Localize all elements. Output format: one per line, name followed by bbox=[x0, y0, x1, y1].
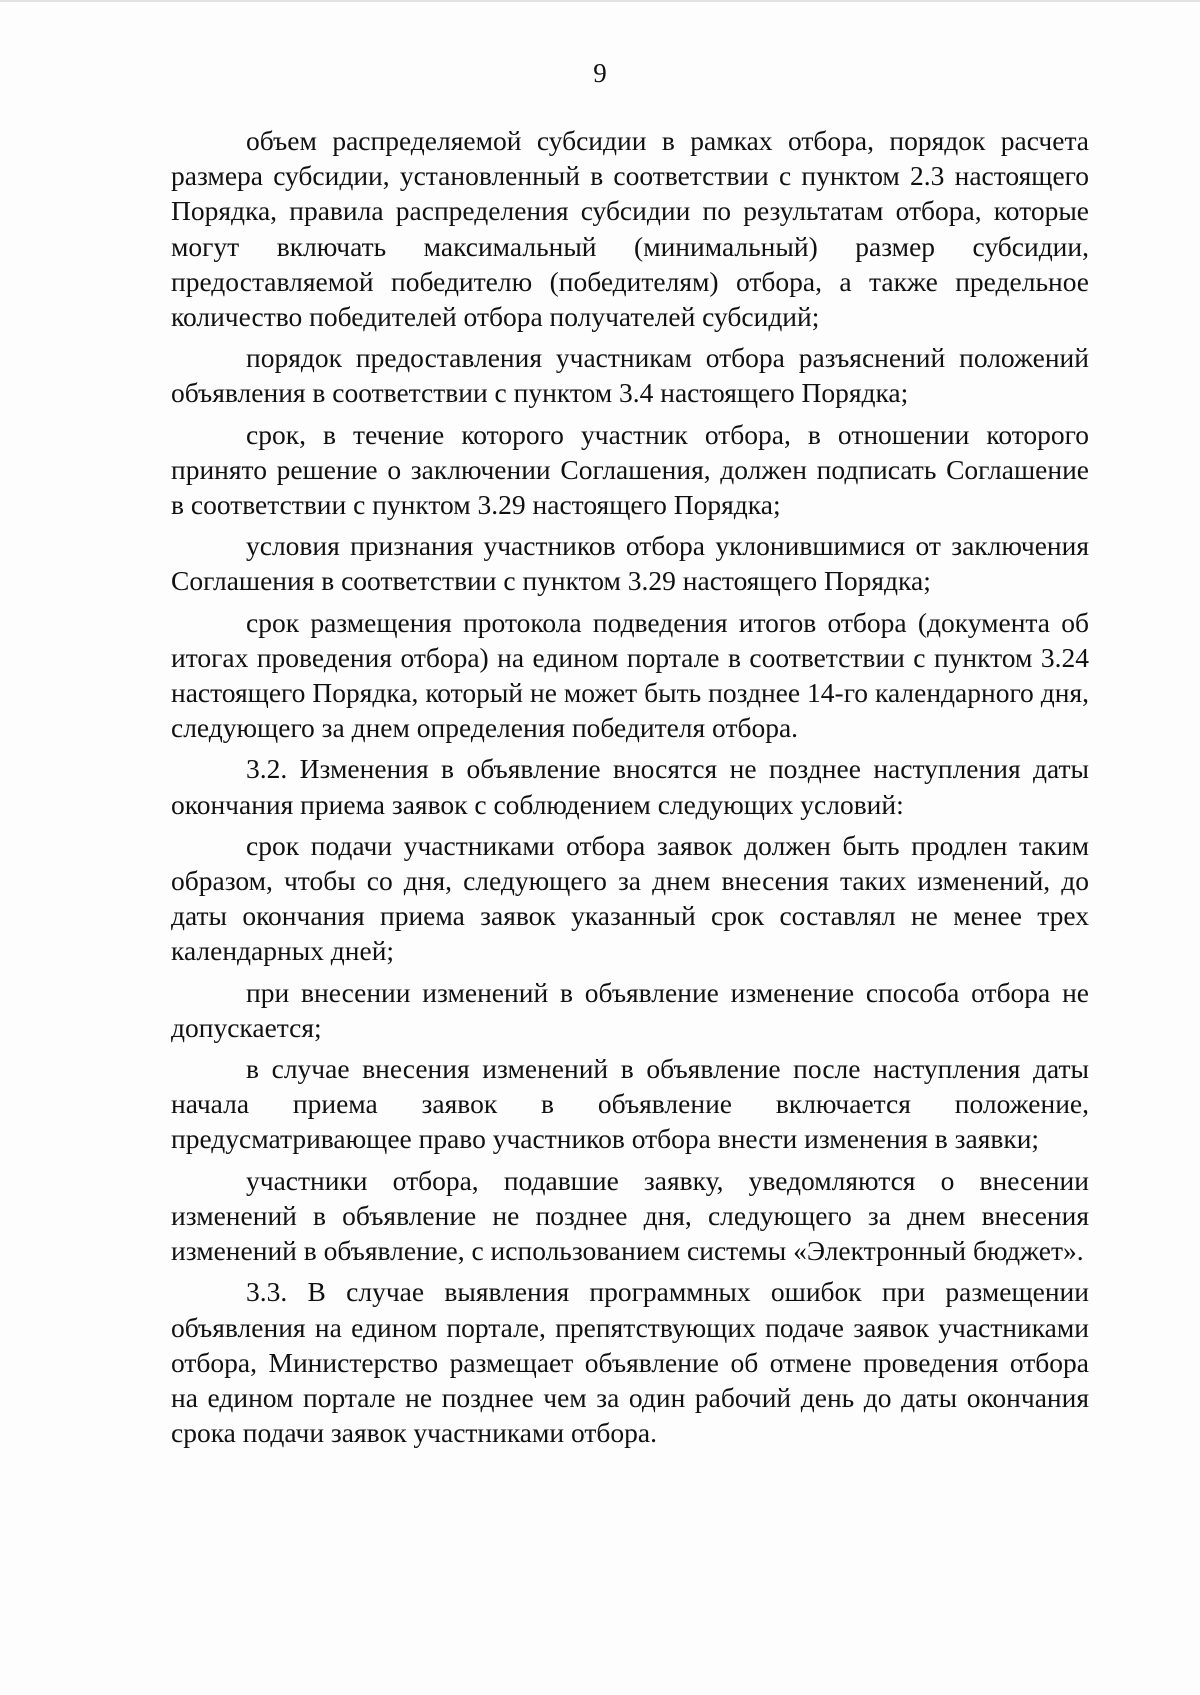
paragraph: при внесении изменений в объявление изменение способа отбора не допускается; bbox=[171, 976, 1089, 1043]
paragraph: порядок предоставления участникам отбора разъяснений положений объявления в соответствии с пунктом 3.4 настоящего Порядка; bbox=[171, 342, 1089, 409]
page-number: 9 bbox=[593, 58, 607, 88]
document-body bbox=[171, 123, 1089, 1456]
paragraph: участники отбора, подавшие заявку, уведомляются о внесении изменений в объявление не позднее дня, следующего за днем внесения изменений в объявление, с использованием системы «Электронный бюджет». bbox=[171, 1164, 1089, 1267]
paragraph: в случае внесения изменений в объявление после наступления даты начала приема заявок в объявление включается положение, предусматривающее право участников отбора внести изменения в заявки; bbox=[171, 1053, 1089, 1155]
paragraph-section-3-2: 3.2. Изменения в объявление вносятся не позднее наступления даты окончания приема заявок с соблюдением следующих условий: bbox=[171, 753, 1089, 820]
paragraph: объем распределяемой субсидии в рамках отбора, порядок расчета размера субсидии, установленный в соответствии с пунктом 2.3 настоящего Порядка, правила распределения субсидии по результатам отбора, которые могут включать максимальный (минимальный) размер субсидии, предоставляемой победителю (победителям) отбора, а также предельное количество победителей отбора получателей субсидий; bbox=[171, 125, 1089, 333]
paragraph: срок размещения протокола подведения итогов отбора (документа об итогах проведения отбора) на едином портале в соответствии с пунктом 3.24 настоящего Порядка, который не может быть позднее 14-го календарного дня, следующего за днем определения победителя отбора. bbox=[171, 606, 1089, 744]
paragraph: условия признания участников отбора уклонившимися от заключения Соглашения в соответствии с пунктом 3.29 настоящего Порядка; bbox=[171, 530, 1089, 597]
paragraph-section-3-3: 3.3. В случае выявления программных ошибок при размещении объявления на едином портале, препятствующих подаче заявок участниками отбора, Министерство размещает объявление об отмене проведения отбора на едином портале не позднее чем за один рабочий день до даты окончания срока подачи заявок участниками отбора. bbox=[171, 1276, 1089, 1449]
paragraph: срок, в течение которого участник отбора, в отношении которого принято решение о заключении Соглашения, должен подписать Соглашение в соответствии с пунктом 3.29 настоящего Порядка; bbox=[171, 418, 1089, 521]
paragraph: срок подачи участниками отбора заявок должен быть продлен таким образом, чтобы со дня, следующего за днем внесения таких изменений, до даты окончания приема заявок указанный срок составлял не менее трех календарных дней; bbox=[171, 829, 1089, 967]
scan-edge bbox=[0, 0, 1200, 2]
